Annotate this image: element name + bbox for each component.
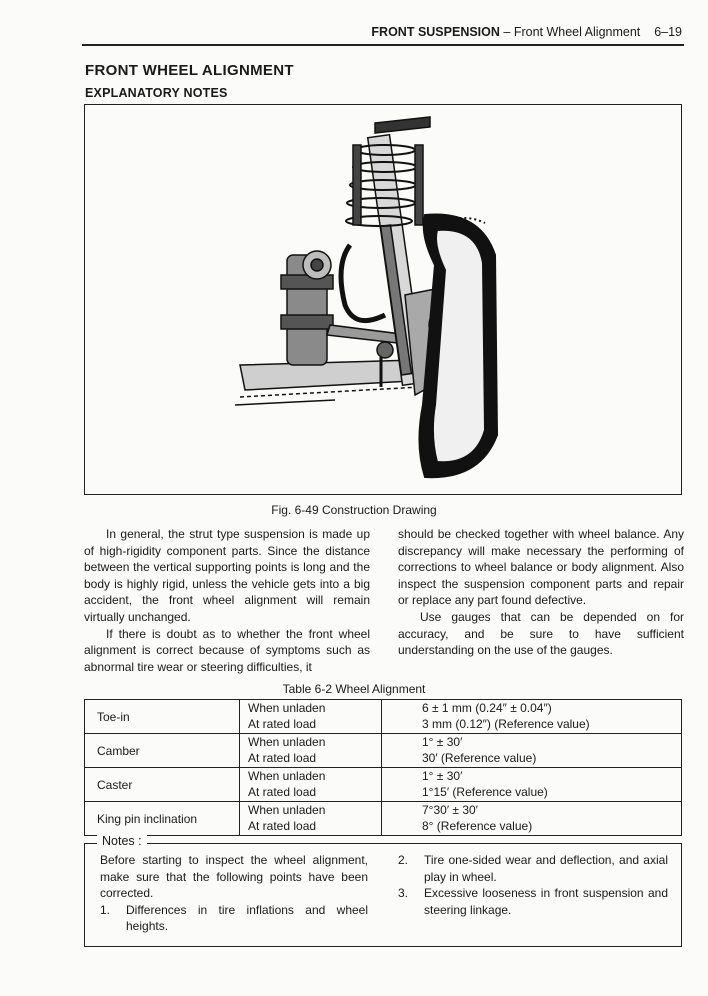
table-row [85,734,682,768]
list-number: 1. [100,902,111,917]
spec-values [382,768,682,802]
spec-item: Caster [85,768,240,802]
spec-item: King pin inclination [85,802,240,836]
strut-suspension-drawing [85,105,680,493]
condition-rated-load: At rated load [248,716,317,731]
value-rated-load: 3 mm (0.12″) (Reference value) [422,716,590,731]
value-rated-load: 8° (Reference value) [422,818,533,833]
paragraph: If there is doubt as to whether the front wheel alignment is correct because of symptoms such as abnormal tire wear or steering difficulties, it [84,626,370,674]
condition-unladen: When unladen [248,803,326,817]
running-header [371,25,682,39]
paragraph: In general, the strut type suspension is made up of high-rigidity component parts. Since the distance between the vertical supporting points is long and the body is highly rigid, unless the vehicle gets into a big accident, the front wheel alignment will remain virtually unchanged. [84,527,370,624]
value-rated-load: 1°15′ (Reference value) [422,784,548,799]
body-column-left [84,526,370,675]
list-text: Excessive looseness in front suspension and steering linkage. [424,886,668,917]
condition-rated-load: At rated load [248,750,317,765]
list-number: 2. [398,853,409,867]
spec-values [382,802,682,836]
notes-label: Notes : [97,834,147,848]
table-row [85,700,682,734]
notes-column-right [398,852,668,918]
value-rated-load: 30′ (Reference value) [422,750,537,765]
value-unladen: 1° ± 30′ [422,769,463,783]
paragraph: Use gauges that can be depended on for accuracy, and be sure to have sufficient understanding on the use of the gauges. [398,609,684,658]
condition-unladen: When unladen [248,769,326,783]
table-row [85,768,682,802]
list-item [398,852,668,885]
list-number: 3. [398,886,409,900]
header-subsection: – Front Wheel Alignment [499,25,641,39]
page-title: FRONT WHEEL ALIGNMENT [85,62,294,79]
condition-rated-load: At rated load [248,784,317,799]
value-unladen: 6 ± 1 mm (0.24″ ± 0.04″) [422,701,552,715]
list-text: Differences in tire inflations and wheel heights. [126,902,368,933]
spec-values [382,700,682,734]
value-unladen: 1° ± 30′ [422,735,463,749]
spec-conditions [240,802,382,836]
condition-unladen: When unladen [248,701,326,715]
wheel-alignment-table [84,699,682,836]
section-subtitle: EXPLANATORY NOTES [85,86,228,100]
spec-item: Toe-in [85,700,240,734]
value-unladen: 7°30′ ± 30′ [422,803,478,817]
header-divider [82,44,684,46]
table-caption: Table 6-2 Wheel Alignment [282,682,426,696]
spec-item: Camber [85,734,240,768]
page-number: 6–19 [654,25,682,39]
condition-rated-load: At rated load [248,818,317,833]
spec-conditions [240,700,382,734]
spec-values [382,734,682,768]
spec-conditions [240,734,382,768]
list-text: Tire one-sided wear and deflection, and axial play in wheel. [424,853,668,884]
list-item [100,902,368,935]
body-column-right [398,526,684,659]
spec-conditions [240,768,382,802]
notes-intro: Before starting to inspect the wheel alignment, make sure that the following points have been corrected. [100,853,368,900]
condition-unladen: When unladen [248,735,326,749]
list-item [398,885,668,918]
table-row [85,802,682,836]
header-section: FRONT SUSPENSION [371,25,500,39]
paragraph: should be checked together with wheel balance. Any discrepancy will make necessary the performing of corrections to wheel balance or body alignment. Also inspect the suspension component parts and repair or replace any part found defective. [398,527,684,608]
notes-column-left [100,852,368,935]
figure-caption: Fig. 6-49 Construction Drawing [271,503,437,517]
figure-frame [84,104,682,495]
